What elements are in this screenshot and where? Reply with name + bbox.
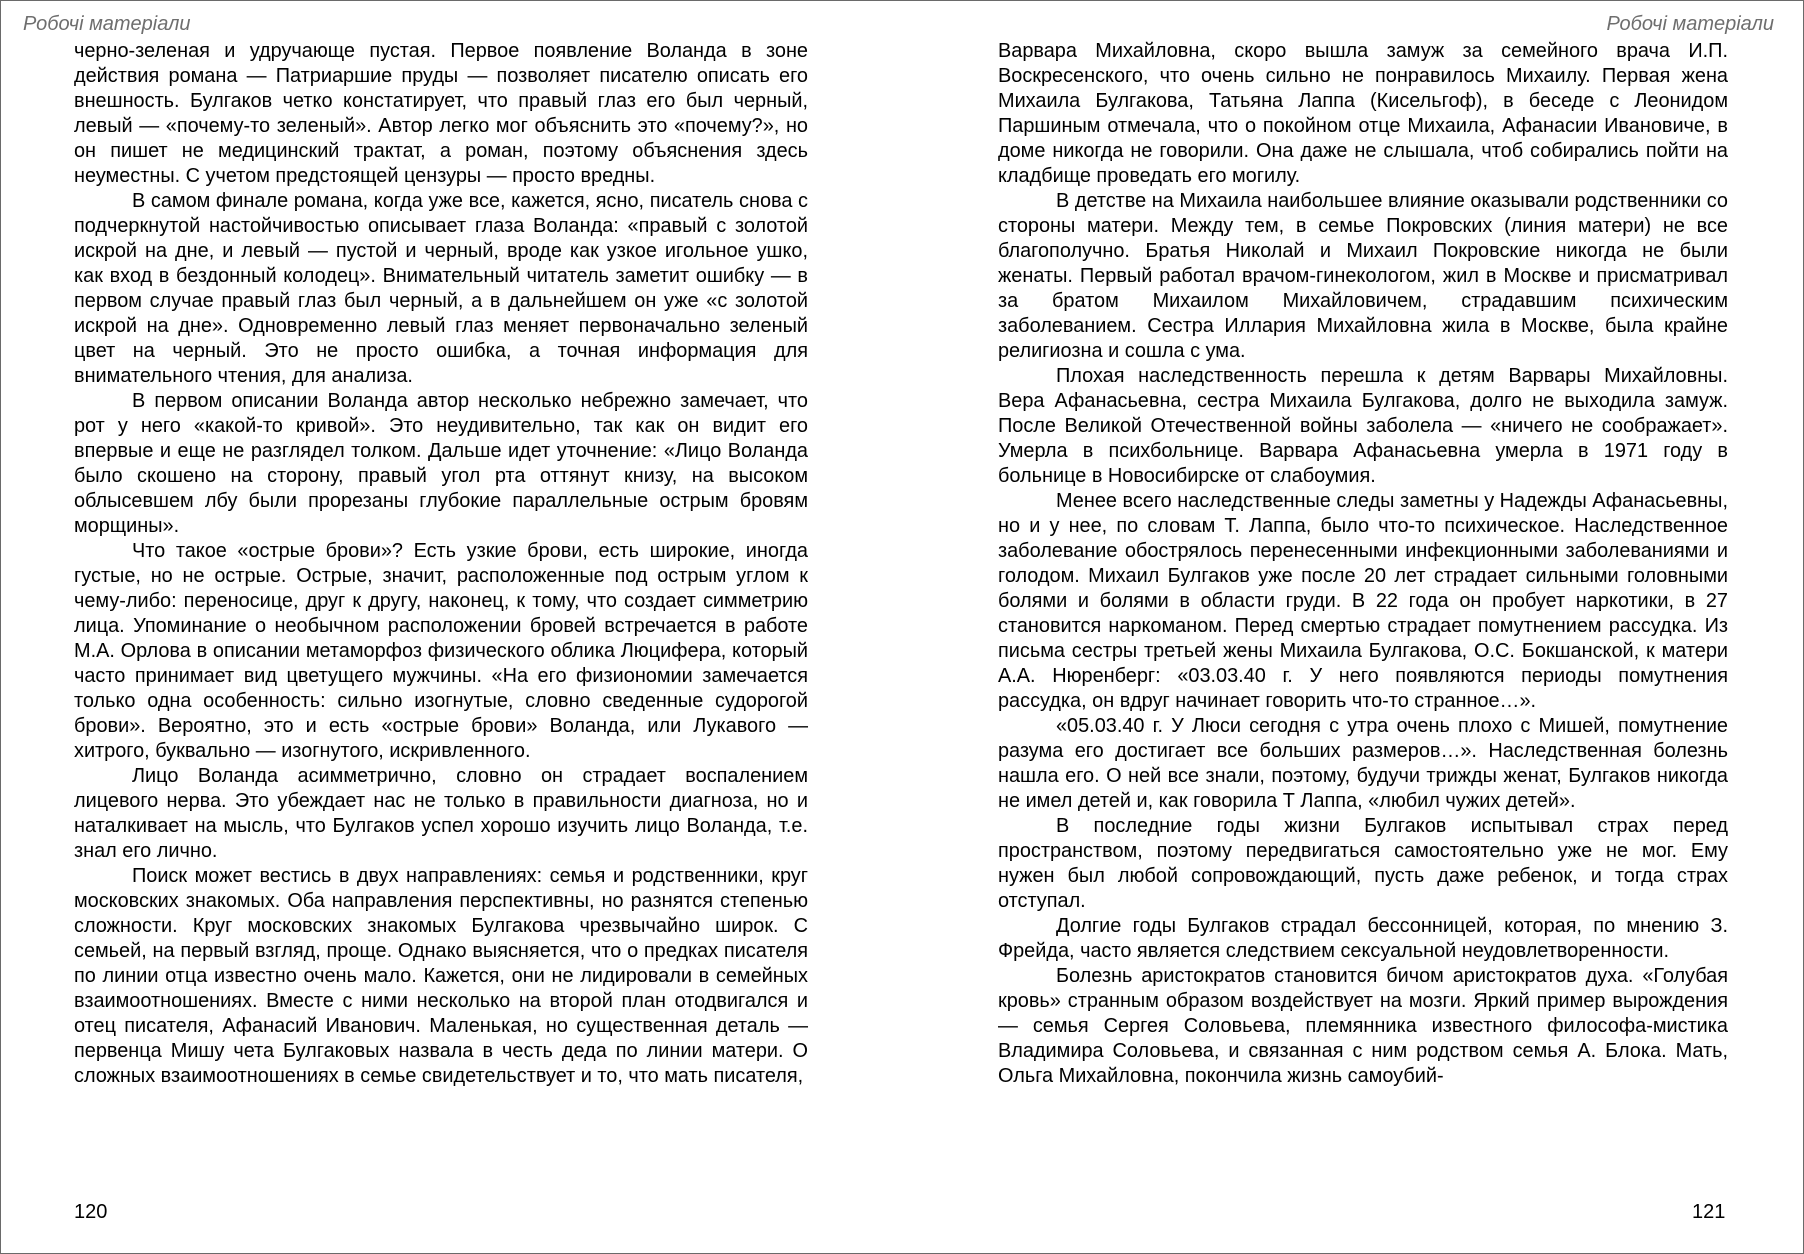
paragraph: «05.03.40 г. У Люси сегодня с утра очень плохо с Мишей, помутнение разума его достигает все больших размеров…». Наследственная болезнь нашла его. О ней все знали, поэтому, будучи трижды женат, Булгаков никогда не имел детей и, как говорила Т Лаппа, «любил чужих детей». [998,715,1728,812]
paragraph: Менее всего наследственные следы заметны у Надежды Афанасьевны, но и у нее, по словам Т. Лаппа, было что-то психическое. Наследственное заболевание обострялось перенесенными инфекционными заболеваниями и голодом. Михаил Булгаков уже после 20 лет страдает сильными головными болями и болями в области груди. В 22 года он пробует наркотики, в 27 становится наркоманом. Перед смертью страдает помутнением рассудка. Из письма сестры третьей жены Михаила Булгакова, О.С. Бокшанской, к матери А.А. Нюренберг: «03.03.40 г. У него появляются периоды помутнения рассудка, он вдруг начинает говорить что-то странное…». [998,490,1728,712]
paragraph: Плохая наследственность перешла к детям Варвары Михайловны. Вера Афанасьевна, сестра Михаила Булгакова, долго не выходила замуж. После Великой Отечественной войны заболела — «ничего не соображает». Умерла в психбольнице. Варвара Афанасьевна умерла в 1971 году в больнице в Новосибирске от слабоумия. [998,365,1728,487]
left-page-text [74,39,808,1089]
paragraph: Долгие годы Булгаков страдал бессонницей, которая, по мнению З. Фрейда, часто является следствием сексуальной неудовлетворенности. [998,915,1728,962]
page-number-left: 120 [74,1201,108,1223]
paragraph: Что такое «острые брови»? Есть узкие брови, есть широкие, иногда густые, но не острые. Острые, значит, расположенные под острым углом к чему-либо: переносице, друг к другу, наконец, к тому, что создает симметрию лица. Упоминание о необычном расположении бровей встречается в работе М.А. Орлова в описании метаморфоз физического облика Люцифера, который часто принимает вид цветущего мужчины. «На его физиономии замечается только одна особенность: сильно изогнутые, словно сведенные судорогой брови». Вероятно, это и есть «острые брови» Воланда, или Лукавого — хитрого, буквально — изогнутого, искривленного. [74,540,808,762]
page-number-right: 121 [1692,1201,1726,1223]
paragraph: Лицо Воланда асимметрично, словно он страдает воспалением лицевого нерва. Это убеждает нас не только в правильности диагноза, но и наталкивает на мысль, что Булгаков успел хорошо изучить лицо Воланда, т.е. знал его лично. [74,765,808,862]
right-page [901,1,1803,1253]
running-head-right: Робочі матеріали [1606,13,1774,35]
paragraph: Варвара Михайловна, скоро вышла замуж за семейного врача И.П. Воскресенского, что очень сильно не понравилось Михаилу. Первая жена Михаила Булгакова, Татьяна Лаппа (Кисельгоф), в беседе с Леонидом Паршиным отмечала, что о покойном отце Михаила, Афанасии Ивановиче, в доме никогда не говорили. Она даже не слышала, чтоб собирались пойти на кладбище проведать его могилу. [998,40,1728,187]
left-page [1,1,901,1253]
paragraph: черно-зеленая и удручающе пустая. Первое появление Воланда в зоне действия романа — Патриаршие пруды — позволяет писателю описать его внешность. Булгаков четко констатирует, что правый глаз его был черный, левый — «почему-то зеленый». Автор легко мог объяснить это «почему?», но он пишет не медицинский трактат, а роман, поэтому объяснения здесь неуместны. С учетом предстоящей цензуры — просто вредны. [74,40,808,187]
paragraph: В детстве на Михаила наибольшее влияние оказывали родственники со стороны матери. Между тем, в семье Покровских (линия матери) не все благополучно. Братья Николай и Михаил Покровские никогда не были женаты. Первый работал врачом-гинекологом, жил в Москве и присматривал за братом Михаилом Михайловичем, страдавшим психическим заболеванием. Сестра Иллария Михайловна жила в Москве, была крайне религиозна и сошла с ума. [998,190,1728,362]
paragraph: В первом описании Воланда автор несколько небрежно замечает, что рот у него «какой-то кривой». Это неудивительно, так как он видит его впервые и еще не разглядел толком. Дальше идет уточнение: «Лицо Воланда было скошено на сторону, правый угол рта оттянут книзу, на высоком облысевшем лбу были прорезаны глубокие параллельные острым бровям морщины». [74,390,808,537]
paragraph: Поиск может вестись в двух направлениях: семья и родственники, круг московских знакомых. Оба направления перспективны, но разнятся степенью сложности. Круг московских знакомых Булгакова чрезвычайно широк. С семьей, на первый взгляд, проще. Однако выясняется, что о предках писателя по линии отца известно очень мало. Кажется, они не лидировали в семейных взаимоотношениях. Вместе с ними несколько на второй план отодвигался и отец писателя, Афанасий Иванович. Маленькая, но существенная деталь — первенца Мишу чета Булгаковых назвала в честь деда по линии матери. О сложных взаимоотношениях в семье свидетельствует и то, что мать писателя, [74,865,808,1087]
paragraph: Болезнь аристократов становится бичом аристократов духа. «Голубая кровь» странным образом воздействует на мозги. Яркий пример вырождения — семья Сергея Соловьева, племянника известного философа-мистика Владимира Соловьева, и связанная с ним родством семья А. Блока. Мать, Ольга Михайловна, покончила жизнь самоубий- [998,965,1728,1087]
running-head-left: Робочі матеріали [23,13,191,35]
paragraph: В последние годы жизни Булгаков испытывал страх перед пространством, поэтому передвигаться самостоятельно уже не мог. Ему нужен был любой сопровождающий, пусть даже ребенок, и тогда страх отступал. [998,815,1728,912]
right-page-text [998,39,1728,1089]
paragraph: В самом финале романа, когда уже все, кажется, ясно, писатель снова с подчеркнутой настойчивостью описывает глаза Воланда: «правый с золотой искрой на дне, и левый — пустой и черный, вроде как узкое игольное ушко, как вход в бездонный колодец». Внимательный читатель заметит ошибку — в первом случае правый глаз был черный, а в дальнейшем он уже «с золотой искрой на дне». Одновременно левый глаз меняет первоначально зеленый цвет на черный. Это не просто ошибка, а точная информация для внимательного чтения, для анализа. [74,190,808,387]
